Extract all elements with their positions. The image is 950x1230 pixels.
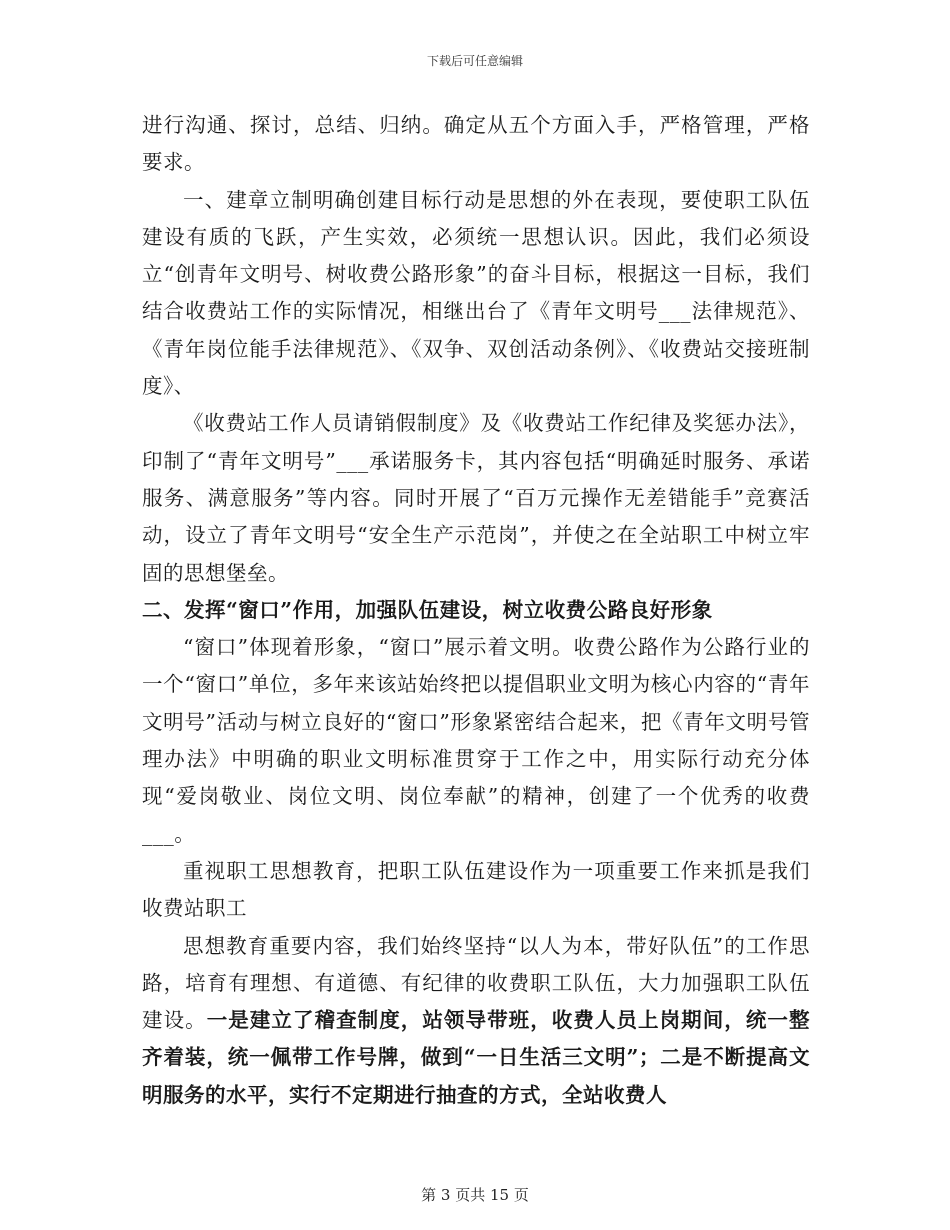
section-heading-2: 二、发挥“窗口”作用，加强队伍建设，树立收费公路良好形象 <box>142 597 713 622</box>
paragraph-6-bold-text: 一是建立了稽查制度，站领导带班，收费人员上岗期间，统一整齐着装，统一佩带工作号牌，做到“一日生活三文明”；二是不断提高文明服务的水平，实行不定期进行抽查的方式，全站收费人 <box>142 1008 811 1107</box>
paragraph-6-text: 思想教育重要内容，我们始终坚持“以人为本，带好队伍”的工作思路，培育有理想、有道德、有纪律的收费职工队伍，大力加强职工队伍建设。 <box>142 933 810 1033</box>
document-body <box>142 107 810 1114</box>
paragraph-3: 《收费站工作人员请销假制度》及《收费站工作纪律及奖惩办法》，印制了“青年文明号”___承诺服务卡，其内容包括“明确延时服务、承诺服务、满意服务”等内容。同时开展了“百万元操作无差错能手”竞赛活动，设立了青年文明号“安全生产示范岗”，并使之在全站职工中树立牢固的思想堡垒。 <box>142 411 810 585</box>
paragraph-1: 进行沟通、探讨，总结、归纳。确定从五个方面入手，严格管理，严格要求。 <box>142 113 810 175</box>
page-number: 第 3 页共 15 页 <box>421 1186 529 1204</box>
paragraph-5: 重视职工思想教育，把职工队伍建设作为一项重要工作来抓是我们收费站职工 <box>142 858 810 921</box>
paragraph-4: “窗口”体现着形象，“窗口”展示着文明。收费公路作为公路行业的一个“窗口”单位，多年来该站始终把以提倡职业文明为核心内容的“青年文明号”活动与树立良好的“窗口”形象紧密结合起来，把《青年文明号管理办法》中明确的职业文明标准贯穿于工作之中，用实际行动充分体现“爱岗敬业、岗位文明、岗位奉献”的精神，创建了一个优秀的收费___。 <box>142 635 810 846</box>
page-header: 下载后可任意编辑 <box>426 54 523 68</box>
paragraph-2: 一、建章立制明确创建目标行动是思想的外在表现，要使职工队伍建设有质的飞跃，产生实效，必须统一思想认识。因此，我们必须设立“创青年文明号、树收费公路形象”的奋斗目标，根据这一目标，我们结合收费站工作的实际情况，相继出台了《青年文明号___法律规范》、《青年岗位能手法律规范》、《双争、双创活动条例》、《收费站交接班制度》、 <box>142 187 810 399</box>
paragraph-6 <box>142 928 810 1114</box>
